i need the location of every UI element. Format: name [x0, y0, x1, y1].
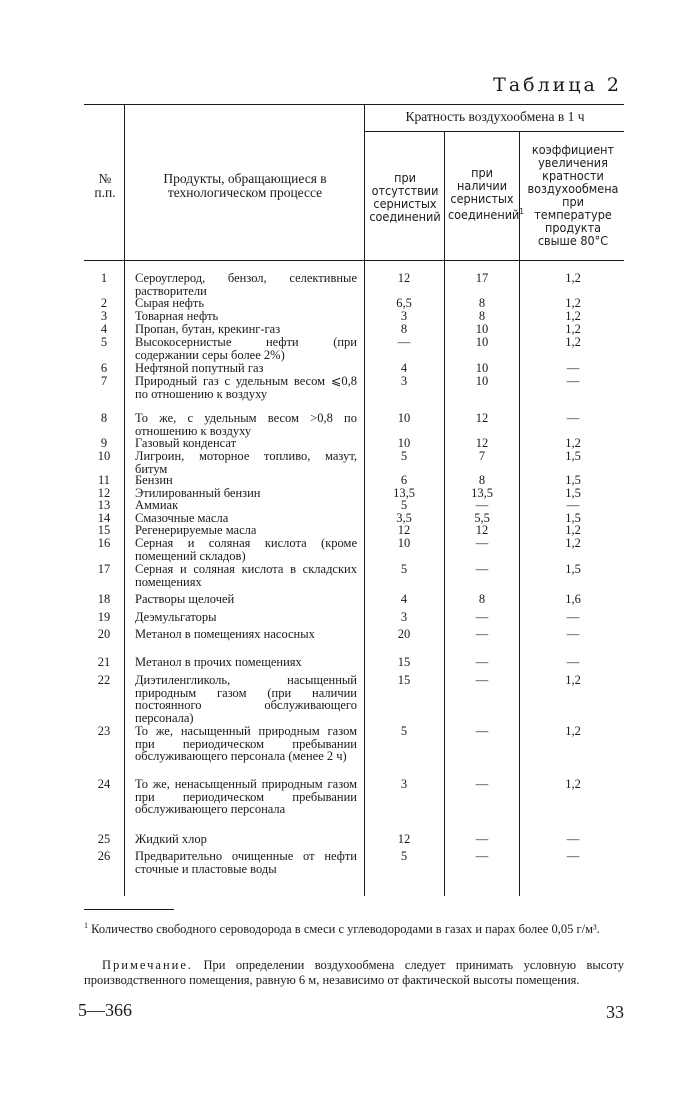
row-temperature-coefficient: 1,2 [565, 673, 581, 687]
table-top-rule [84, 104, 624, 105]
row-value-sulfur: — [475, 724, 489, 738]
row-value-sulfur: 10 [475, 322, 489, 336]
page-number: 33 [606, 1002, 624, 1022]
row-value-sulfur: — [475, 777, 489, 791]
row-temperature-coefficient: 1,2 [565, 309, 581, 323]
row-temperature-coefficient: — [566, 374, 580, 388]
row-value-no-sulfur: 5 [400, 724, 408, 738]
row-value-sulfur: 8 [478, 296, 486, 310]
row-number: 9 [100, 436, 108, 450]
row-temperature-coefficient: — [566, 411, 580, 425]
col-divider-4 [519, 131, 520, 896]
row-product: Сырая нефть [135, 296, 205, 310]
row-number: 25 [97, 832, 111, 846]
header-bottom-rule [84, 260, 624, 261]
row-number: 1 [100, 271, 108, 285]
row-value-no-sulfur: 12 [397, 523, 411, 537]
row-number: 17 [97, 562, 111, 576]
note [84, 958, 624, 988]
row-temperature-coefficient: — [566, 655, 580, 669]
row-value-no-sulfur: 12 [397, 832, 411, 846]
row-value-no-sulfur: 15 [397, 673, 411, 687]
row-temperature-coefficient: 1,5 [565, 473, 581, 487]
row-number: 2 [100, 296, 108, 310]
row-number: 22 [97, 673, 111, 687]
row-product: Жидкий хлор [135, 832, 207, 846]
group-header-rule [364, 131, 624, 132]
row-value-no-sulfur: 6 [400, 473, 408, 487]
row-temperature-coefficient: 1,2 [565, 271, 581, 285]
row-number: 16 [97, 536, 111, 550]
row-temperature-coefficient: — [566, 498, 580, 512]
row-temperature-coefficient: 1,2 [565, 523, 581, 537]
header-col3: коэффициент увеличения кратности воздухообмена при температуре продукта свыше 80°С [527, 142, 619, 248]
row-value-no-sulfur: 6,5 [396, 296, 412, 310]
row-product: Растворы щелочей [135, 592, 235, 606]
row-number: 21 [97, 655, 111, 669]
row-product: Газовый конденсат [135, 436, 237, 450]
row-value-no-sulfur: 10 [397, 536, 411, 550]
row-value-sulfur: — [475, 610, 489, 624]
row-value-sulfur: 12 [475, 411, 489, 425]
col-divider-1 [124, 104, 125, 896]
row-value-sulfur: 12 [475, 436, 489, 450]
row-value-no-sulfur: — [397, 335, 411, 349]
row-value-no-sulfur: 15 [397, 655, 411, 669]
row-number: 14 [97, 511, 111, 525]
row-value-sulfur: 17 [475, 271, 489, 285]
row-product: Бензин [135, 473, 173, 487]
row-temperature-coefficient: 1,5 [565, 562, 581, 576]
row-product: Диэтиленгликоль, насыщенный природным газом (при наличии постоянного обслуживающего персонала) [135, 673, 357, 725]
row-product: Метанол в помещениях насосных [135, 627, 315, 641]
row-value-sulfur: 8 [478, 473, 486, 487]
row-product: То же, ненасыщенный природным газом при периодическом пребывании обслуживающего персонала [135, 777, 357, 816]
row-product: Природный газ с удельным весом ⩽0,8 по отношению к воздуху [135, 374, 357, 401]
row-value-no-sulfur: 3 [400, 309, 408, 323]
row-product: Пропан, бутан, крекинг-газ [135, 322, 281, 336]
row-product: Нефтяной попутный газ [135, 361, 264, 375]
header-col2-footnote-mark: 1 [519, 207, 524, 216]
row-temperature-coefficient: 1,2 [565, 724, 581, 738]
row-product: Метанол в прочих помещениях [135, 655, 302, 669]
row-number: 6 [100, 361, 108, 375]
row-product: То же, с удельным весом >0,8 по отношению к воздуху [135, 411, 357, 438]
row-number: 20 [97, 627, 111, 641]
header-col2 [448, 165, 524, 223]
row-temperature-coefficient: — [566, 610, 580, 624]
row-temperature-coefficient: 1,2 [565, 536, 581, 550]
row-value-no-sulfur: 12 [397, 271, 411, 285]
row-number: 12 [97, 486, 111, 500]
row-temperature-coefficient: 1,5 [565, 486, 581, 500]
row-temperature-coefficient: 1,2 [565, 296, 581, 310]
footnote [84, 918, 624, 937]
note-label: Примечание. [102, 958, 194, 972]
row-value-no-sulfur: 10 [397, 436, 411, 450]
row-value-no-sulfur: 4 [400, 361, 408, 375]
row-product: Деэмульгаторы [135, 610, 217, 624]
row-temperature-coefficient: 1,2 [565, 436, 581, 450]
row-product: Предварительно очищенные от нефти сточные и пластовые воды [135, 849, 357, 876]
row-temperature-coefficient: — [566, 627, 580, 641]
row-temperature-coefficient: 1,2 [565, 322, 581, 336]
row-value-sulfur: — [475, 562, 489, 576]
row-number: 7 [100, 374, 108, 388]
row-product: То же, насыщенный природным газом при периодическом пребывании обслуживающего персонала (менее 2 ч) [135, 724, 357, 763]
footnote-rule [84, 909, 174, 910]
row-value-sulfur: 10 [475, 335, 489, 349]
row-temperature-coefficient: — [566, 361, 580, 375]
printer-signature: 5—366 [78, 1000, 132, 1020]
note-text: При определении воздухообмена следует принимать условную высоту производственного помещения, равную 6 м, независимо от фактической высоты помещения. [84, 958, 624, 987]
row-number: 8 [100, 411, 108, 425]
row-value-sulfur: — [475, 655, 489, 669]
row-value-sulfur: 7 [478, 449, 486, 463]
row-value-sulfur: — [475, 832, 489, 846]
row-value-sulfur: 10 [475, 374, 489, 388]
row-number: 5 [100, 335, 108, 349]
row-product: Этилированный бензин [135, 486, 261, 500]
row-temperature-coefficient: 1,2 [565, 777, 581, 791]
row-temperature-coefficient: 1,2 [565, 335, 581, 349]
row-value-sulfur: 8 [478, 592, 486, 606]
row-value-no-sulfur: 3 [400, 610, 408, 624]
row-number: 19 [97, 610, 111, 624]
row-value-no-sulfur: 13,5 [393, 486, 415, 500]
row-temperature-coefficient: — [566, 849, 580, 863]
row-value-sulfur: — [475, 849, 489, 863]
row-number: 23 [97, 724, 111, 738]
row-value-sulfur: 13,5 [471, 486, 493, 500]
row-temperature-coefficient: — [566, 832, 580, 846]
footnote-text: Количество свободного сероводорода в смеси с углеводородами в газах и парах более 0,05 г/м³. [91, 922, 600, 937]
row-number: 18 [97, 592, 111, 606]
row-number: 26 [97, 849, 111, 863]
row-value-no-sulfur: 20 [397, 627, 411, 641]
row-value-no-sulfur: 3 [400, 777, 408, 791]
row-value-no-sulfur: 8 [400, 322, 408, 336]
row-value-sulfur: 5,5 [474, 511, 490, 525]
row-product: Серная и соляная кислота в складских помещениях [135, 562, 357, 589]
row-value-sulfur: — [475, 627, 489, 641]
row-value-no-sulfur: 5 [400, 449, 408, 463]
row-product: Регенерируемые масла [135, 523, 257, 537]
row-value-sulfur: 12 [475, 523, 489, 537]
row-product: Серная и соляная кислота (кроме помещений складов) [135, 536, 357, 563]
row-value-no-sulfur: 5 [400, 849, 408, 863]
row-number: 15 [97, 523, 111, 537]
header-num: № п.п. [94, 171, 116, 200]
row-value-no-sulfur: 4 [400, 592, 408, 606]
row-temperature-coefficient: 1,5 [565, 511, 581, 525]
row-number: 24 [97, 777, 111, 791]
row-value-no-sulfur: 5 [400, 498, 408, 512]
header-col2-text: при наличии сернистых соединений [448, 165, 520, 223]
header-col1: при отсутствии сернистых соединений [369, 170, 441, 224]
row-number: 13 [97, 498, 111, 512]
row-value-sulfur: — [475, 673, 489, 687]
row-value-sulfur: — [475, 536, 489, 550]
row-product: Высокосернистые нефти (при содержании серы более 2%) [135, 335, 357, 362]
col-divider-3 [444, 131, 445, 896]
header-products: Продукты, обращающиеся в технологическом процессе [163, 171, 327, 200]
row-value-no-sulfur: 10 [397, 411, 411, 425]
row-product: Аммиак [135, 498, 179, 512]
row-value-sulfur: 8 [478, 309, 486, 323]
row-product: Смазочные масла [135, 511, 229, 525]
row-value-no-sulfur: 3 [400, 374, 408, 388]
row-number: 3 [100, 309, 108, 323]
table-title: Таблица 2 [493, 74, 622, 96]
row-temperature-coefficient: 1,5 [565, 449, 581, 463]
footnote-mark: 1 [84, 921, 88, 930]
row-value-no-sulfur: 5 [400, 562, 408, 576]
row-value-sulfur: 10 [475, 361, 489, 375]
header-group: Кратность воздухообмена в 1 ч [405, 109, 585, 124]
row-product: Товарная нефть [135, 309, 219, 323]
row-product: Лигроин, моторное топливо, мазут, битум [135, 449, 357, 476]
row-value-sulfur: — [475, 498, 489, 512]
row-product: Сероуглерод, бензол, селективные растворители [135, 271, 357, 298]
row-value-no-sulfur: 3,5 [396, 511, 412, 525]
row-number: 10 [97, 449, 111, 463]
row-temperature-coefficient: 1,6 [565, 592, 581, 606]
row-number: 4 [100, 322, 108, 336]
row-number: 11 [97, 473, 111, 487]
